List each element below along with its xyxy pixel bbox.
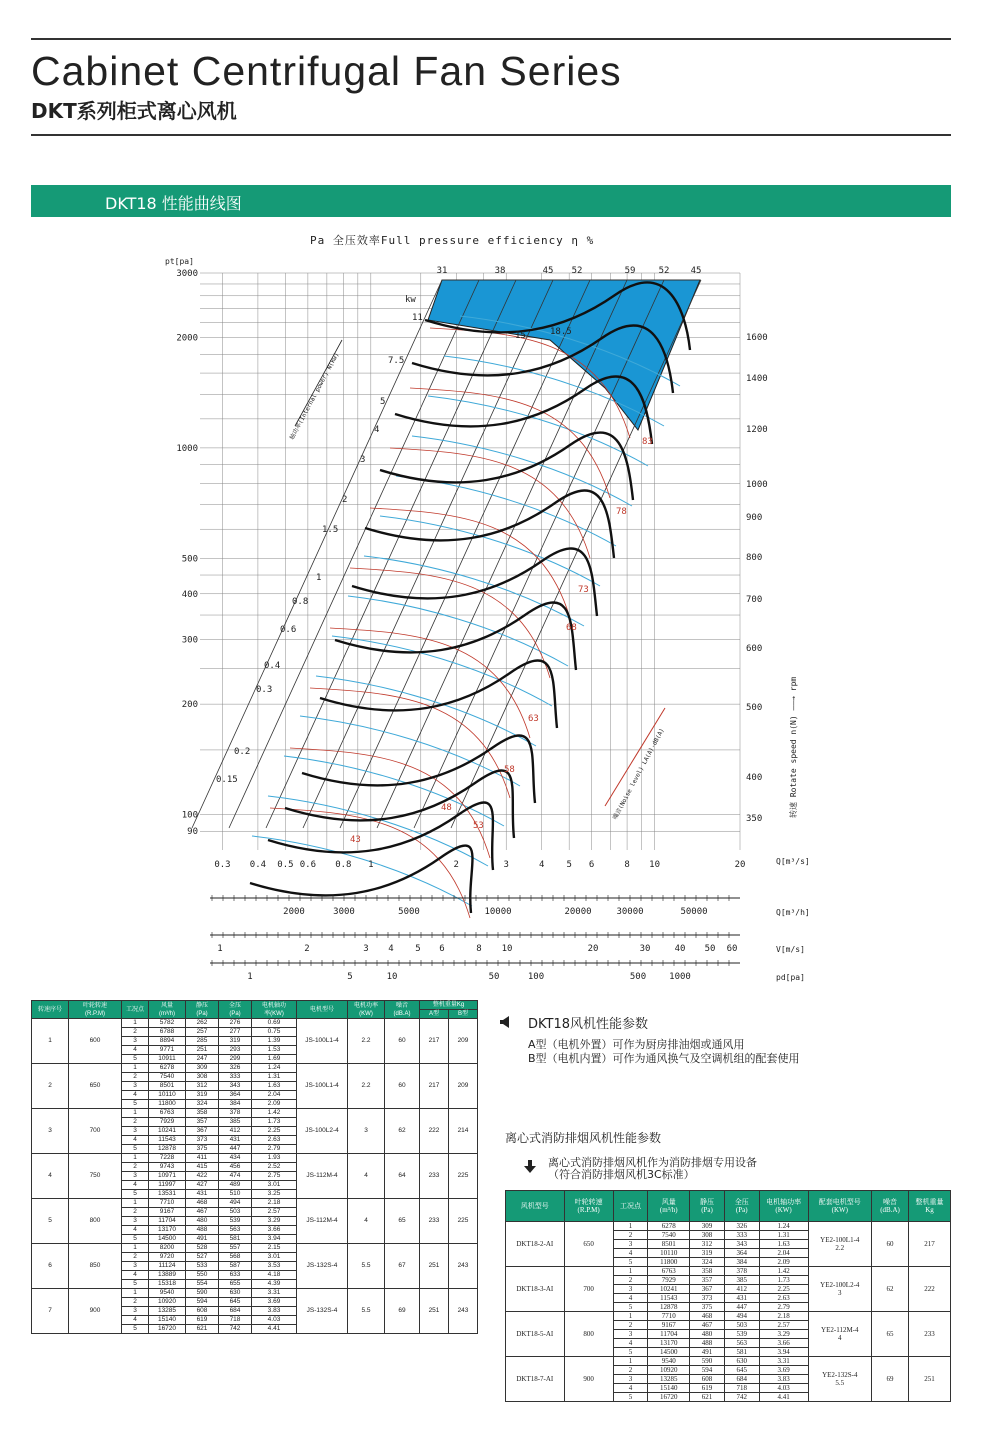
y-axis-label: pt[pa] bbox=[165, 257, 194, 266]
pressure-curve bbox=[348, 596, 568, 666]
noise-value: 53 bbox=[473, 821, 484, 831]
right-header-cell: 噪音 (dB.A) bbox=[871, 1191, 908, 1222]
q-s-tick-label: 0.5 bbox=[277, 860, 294, 870]
power-label: 0.3 bbox=[256, 685, 273, 695]
table-row: 1 600 1 5782 262 276 0.69 JS-100L1-4 2.2 60 217 209 bbox=[32, 1019, 478, 1028]
table-row: 6 850 1 8200 528 557 2.15 JS-132S-4 5.5 67 251 243 bbox=[32, 1244, 478, 1253]
power-axis-arrow bbox=[295, 340, 342, 426]
table-row: 7 900 1 9540 590 630 3.31 JS-132S-4 5.5 69 251 243 bbox=[32, 1289, 478, 1298]
power-label: 0.15 bbox=[216, 775, 238, 785]
table-row: 5 13531 431 510 3.25 bbox=[32, 1190, 478, 1199]
noise-value: 43 bbox=[350, 835, 361, 845]
efficiency-top-label: 52 bbox=[658, 266, 670, 276]
chart-labels bbox=[165, 233, 810, 982]
pressure-curve bbox=[249, 836, 472, 906]
table-row: 4 13170 488 563 3.66 bbox=[506, 1339, 951, 1348]
right-header-cell: 叶轮转速 (R.P.M) bbox=[564, 1191, 613, 1222]
q-s-tick-label: 10 bbox=[649, 860, 661, 870]
efficiency-top-label: 45 bbox=[542, 266, 554, 276]
rpm-tick-label: 500 bbox=[746, 703, 763, 713]
efficiency-curve bbox=[290, 748, 490, 858]
rpm-tick-label: 1600 bbox=[746, 333, 768, 343]
left-header-cell: 电机型号 bbox=[297, 1001, 348, 1019]
q-s-tick-label: 1 bbox=[368, 860, 374, 870]
table-row: 2 10920 594 645 3.69 bbox=[506, 1366, 951, 1375]
right-header-cell: 电机轴功率 (KW) bbox=[759, 1191, 808, 1222]
table-row: 4 10110 319 364 2.04 bbox=[506, 1249, 951, 1258]
y-tick-label: 300 bbox=[181, 635, 198, 646]
table-row: 2 10920 594 645 3.69 bbox=[32, 1298, 478, 1307]
power-label: 0.4 bbox=[264, 661, 281, 671]
table-row: DKT18-3-AI 700 1 6763 358 378 1.42 YE2-100L2-4 3 62 222 bbox=[506, 1267, 951, 1276]
table-row: 3 13285 608 684 3.83 bbox=[32, 1307, 478, 1316]
q-s-tick-label: 20 bbox=[734, 860, 746, 870]
table-row: 5 15318 554 655 4.39 bbox=[32, 1280, 478, 1289]
left-header-cell: 静压 (Pa) bbox=[186, 1001, 219, 1019]
power-label: 11 bbox=[412, 313, 423, 323]
noise-value: 73 bbox=[578, 585, 589, 595]
table-row: 2 9743 415 456 2.52 bbox=[32, 1163, 478, 1172]
rpm-axis-label: 转速 Rotate speed n(N) ——→ rpm bbox=[789, 676, 798, 818]
rpm-tick-label: 900 bbox=[746, 513, 763, 523]
right-header-cell: 工况点 bbox=[613, 1191, 648, 1222]
table-row: 4 15140 619 718 4.03 bbox=[506, 1384, 951, 1393]
y-tick-label: 500 bbox=[181, 554, 198, 565]
title-rule bbox=[31, 134, 951, 136]
velocity-tick-label: 5 bbox=[415, 944, 421, 954]
power-label: 3 bbox=[360, 455, 366, 465]
velocity-tick-label: 10 bbox=[501, 944, 513, 954]
page-title: Cabinet Centrifugal Fan Series bbox=[31, 48, 622, 94]
speed-curve bbox=[380, 433, 633, 501]
q-s-tick-label: 4 bbox=[538, 860, 545, 870]
power-axis-label: 轴功率(Internal power) N(kw) bbox=[288, 351, 341, 441]
q-s-tick-label: 0.6 bbox=[299, 860, 317, 870]
pd-tick-label: 50 bbox=[488, 972, 500, 982]
pd-tick-label: 5 bbox=[347, 972, 353, 982]
right-header-cell: 整机重量 Kg bbox=[909, 1191, 951, 1222]
power-label: 4 bbox=[374, 425, 380, 435]
table-row: DKT18-7-AI 900 1 9540 590 630 3.31 YE2-132S-4 5.5 69 251 bbox=[506, 1357, 951, 1366]
table-row: DKT18-5-AI 800 1 7710 468 494 2.18 YE2-112M-4 4 65 233 bbox=[506, 1312, 951, 1321]
q-h-tick-label: 2000 bbox=[283, 907, 305, 917]
left-header-cell: B型 bbox=[449, 1010, 478, 1019]
noise-value: 58 bbox=[504, 765, 515, 775]
table-row: 3 10241 367 412 2.25 bbox=[506, 1285, 951, 1294]
power-label: 7.5 bbox=[388, 356, 405, 366]
left-header-cell: 叶轮转速 (R.P.M) bbox=[69, 1001, 122, 1019]
table-row: 3 8501 312 343 1.63 bbox=[506, 1240, 951, 1249]
noise-value: 78 bbox=[616, 507, 627, 517]
q-h-tick-label: 5000 bbox=[398, 907, 420, 917]
velocity-tick-label: 1 bbox=[217, 944, 223, 954]
power-label: 1.5 bbox=[322, 525, 339, 535]
table-row: 4 750 1 7228 411 434 1.93 JS-112M-4 4 64 233 225 bbox=[32, 1154, 478, 1163]
rpm-tick-label: 700 bbox=[746, 595, 763, 605]
table-row: 5 16720 621 742 4.41 bbox=[506, 1393, 951, 1402]
chart-curves bbox=[250, 283, 690, 919]
diagonal-line bbox=[303, 280, 553, 828]
table-row: 4 15140 619 718 4.03 bbox=[32, 1316, 478, 1325]
velocity-tick-label: 60 bbox=[726, 944, 738, 954]
y-tick-label: 90 bbox=[187, 827, 198, 838]
q-h-tick-label: 20000 bbox=[564, 907, 592, 917]
q-s-tick-label: 8 bbox=[624, 860, 630, 870]
velocity-tick-label: 6 bbox=[439, 944, 445, 954]
efficiency-top-label: 31 bbox=[436, 266, 448, 276]
table-row: 2 7929 357 385 1.73 bbox=[506, 1276, 951, 1285]
power-label-inner: 15 bbox=[515, 331, 526, 341]
q-s-tick-label: 3 bbox=[503, 860, 509, 870]
left-header-cell: 整机重量Kg bbox=[420, 1001, 478, 1010]
left-header-cell: 电机功率 (KW) bbox=[348, 1001, 385, 1019]
power-label: 5 bbox=[380, 397, 386, 407]
q-h-axis-label: Q[m³/h] bbox=[776, 908, 810, 917]
left-header-cell: 转速序号 bbox=[32, 1001, 69, 1019]
power-label-inner: 18.5 bbox=[550, 327, 572, 337]
rpm-tick-label: 1400 bbox=[746, 374, 768, 384]
rpm-tick-label: 800 bbox=[746, 553, 763, 563]
left-performance-table bbox=[31, 1000, 478, 1334]
table-row: 2 7929 357 385 1.73 bbox=[32, 1118, 478, 1127]
power-label: 0.8 bbox=[292, 597, 309, 607]
smoke-title: 离心式消防排烟风机性能参数 bbox=[505, 1131, 662, 1145]
pd-tick-label: 100 bbox=[527, 972, 545, 982]
pd-tick-label: 1 bbox=[247, 972, 253, 982]
power-label: 2 bbox=[342, 495, 348, 505]
perf-params-line-b: B型（电机内置）可作为通风换气及空调机组的配套使用 bbox=[528, 1052, 800, 1065]
kw-label: kw bbox=[405, 295, 416, 305]
smoke-line-2: （符合消防排烟风机3C标准） bbox=[548, 1168, 695, 1181]
left-header-cell: 工况点 bbox=[122, 1001, 149, 1019]
diagonal-line bbox=[229, 280, 479, 828]
efficiency-top-label: 52 bbox=[571, 266, 583, 276]
section-bar bbox=[31, 185, 951, 217]
right-header-cell: 风量 (m³/h) bbox=[648, 1191, 690, 1222]
velocity-tick-label: 40 bbox=[674, 944, 686, 954]
diagonal-line bbox=[192, 280, 442, 828]
speed-curve bbox=[320, 661, 557, 729]
table-row: 3 11124 533 587 3.53 bbox=[32, 1262, 478, 1271]
performance-chart bbox=[150, 228, 830, 993]
table-row: 4 11997 427 489 3.01 bbox=[32, 1181, 478, 1190]
rpm-tick-label: 350 bbox=[746, 814, 763, 824]
left-header-cell: A型 bbox=[420, 1010, 449, 1019]
table-row: 2 650 1 6278 309 326 1.24 JS-100L1-4 2.2 60 217 209 bbox=[32, 1064, 478, 1073]
table-row: 3 700 1 6763 358 378 1.42 JS-100L2-4 3 62 222 214 bbox=[32, 1109, 478, 1118]
table-row: 2 9167 467 503 2.57 bbox=[32, 1208, 478, 1217]
table-row: 3 10241 367 412 2.25 bbox=[32, 1127, 478, 1136]
table-row: 5 14500 491 581 3.94 bbox=[32, 1235, 478, 1244]
q-h-tick-label: 10000 bbox=[484, 907, 512, 917]
table-row: 2 9720 527 568 3.01 bbox=[32, 1253, 478, 1262]
table-row: 2 7540 308 333 1.31 bbox=[506, 1231, 951, 1240]
rpm-tick-label: 1200 bbox=[746, 425, 768, 435]
power-label: 1 bbox=[316, 573, 322, 583]
velocity-tick-label: 8 bbox=[476, 944, 482, 954]
diagonal-line bbox=[414, 280, 664, 828]
q-s-tick-label: 2 bbox=[453, 860, 459, 870]
q-s-tick-label: 0.4 bbox=[249, 860, 267, 870]
table-row: 2 9167 467 503 2.57 bbox=[506, 1321, 951, 1330]
table-row: 5 12878 375 447 2.79 bbox=[506, 1303, 951, 1312]
table-row: 5 12878 375 447 2.79 bbox=[32, 1145, 478, 1154]
pd-tick-label: 1000 bbox=[669, 972, 691, 982]
velocity-tick-label: 20 bbox=[587, 944, 599, 954]
section-title: DKT18 性能曲线图 bbox=[105, 194, 242, 213]
table-row: 3 11704 480 539 3.29 bbox=[32, 1217, 478, 1226]
rpm-tick-label: 400 bbox=[746, 773, 763, 783]
left-arrow-icon bbox=[500, 1016, 509, 1028]
y-tick-label: 100 bbox=[181, 810, 198, 821]
q-s-tick-label: 6 bbox=[588, 860, 595, 870]
y-tick-label: 3000 bbox=[176, 269, 198, 279]
table-row: 3 8501 312 343 1.63 bbox=[32, 1082, 478, 1091]
table-row: 2 7540 308 333 1.31 bbox=[32, 1073, 478, 1082]
table-row: 2 6788 257 277 0.75 bbox=[32, 1028, 478, 1037]
table-row: 4 9771 251 293 1.53 bbox=[32, 1046, 478, 1055]
power-label: 0.2 bbox=[234, 747, 251, 757]
chart-top-title: Pa 全压效率Full pressure efficiency η % bbox=[310, 234, 595, 247]
table-row: 4 11543 373 431 2.63 bbox=[506, 1294, 951, 1303]
smoke-fan-table bbox=[505, 1190, 951, 1402]
perf-params-line-a: A型（电机外置）可作为厨房排油烟或通风用 bbox=[528, 1038, 745, 1051]
table-row: 3 13285 608 684 3.83 bbox=[506, 1375, 951, 1384]
q-h-tick-label: 30000 bbox=[616, 907, 644, 917]
table-row: 3 10971 422 474 2.75 bbox=[32, 1172, 478, 1181]
left-header-cell: 噪音 (dB.A) bbox=[385, 1001, 420, 1019]
right-header-cell: 配套电机型号 (KW) bbox=[808, 1191, 871, 1222]
velocity-tick-label: 30 bbox=[639, 944, 651, 954]
right-header-cell: 风机型号 bbox=[506, 1191, 565, 1222]
rpm-tick-label: 1000 bbox=[746, 480, 768, 490]
speed-curve bbox=[302, 736, 535, 804]
table-row: 4 10110 319 364 2.04 bbox=[32, 1091, 478, 1100]
efficiency-top-label: 45 bbox=[690, 266, 702, 276]
table-row: 5 11800 324 384 2.09 bbox=[32, 1100, 478, 1109]
velocity-tick-label: 3 bbox=[363, 944, 369, 954]
table-row: DKT18-2-AI 650 1 6278 309 326 1.24 YE2-100L1-4 2.2 60 217 bbox=[506, 1222, 951, 1231]
noise-value: 83 bbox=[642, 437, 653, 447]
y-tick-label: 1000 bbox=[176, 443, 198, 454]
efficiency-top-label: 38 bbox=[494, 266, 506, 276]
noise-axis-arrow bbox=[605, 708, 665, 806]
pressure-curve bbox=[428, 396, 648, 466]
efficiency-top-label: 59 bbox=[624, 266, 636, 276]
q-s-tick-label: 0.3 bbox=[214, 860, 231, 870]
table-row: 4 11543 373 431 2.63 bbox=[32, 1136, 478, 1145]
velocity-tick-label: 2 bbox=[304, 944, 310, 954]
y-tick-label: 400 bbox=[181, 589, 198, 600]
table-row: 5 16720 621 742 4.41 bbox=[32, 1325, 478, 1334]
q-s-tick-label: 5 bbox=[566, 860, 572, 870]
noise-value: 48 bbox=[441, 803, 452, 813]
table-row: 5 800 1 7710 468 494 2.18 JS-112M-4 4 65 233 225 bbox=[32, 1199, 478, 1208]
left-header-cell: 风量 (m³/h) bbox=[149, 1001, 186, 1019]
top-rule bbox=[31, 38, 951, 40]
velocity-tick-label: 4 bbox=[388, 944, 394, 954]
diagonal-line bbox=[377, 280, 627, 828]
noise-axis-label: 噪音(Noise level) LA(A)-dB(A) bbox=[611, 727, 666, 821]
q-h-tick-label: 3000 bbox=[333, 907, 355, 917]
right-header-cell: 全压 (Pa) bbox=[724, 1191, 759, 1222]
table-row: 3 11704 480 539 3.29 bbox=[506, 1330, 951, 1339]
pressure-curve bbox=[316, 676, 536, 746]
speed-curve bbox=[250, 846, 472, 914]
table-row: 3 8894 285 319 1.39 bbox=[32, 1037, 478, 1046]
rpm-tick-label: 600 bbox=[746, 644, 763, 654]
velocity-tick-label: 50 bbox=[704, 944, 716, 954]
pd-tick-label: 10 bbox=[386, 972, 398, 982]
noise-value: 63 bbox=[528, 714, 539, 724]
down-arrow-icon bbox=[524, 1160, 536, 1174]
y-tick-label: 2000 bbox=[176, 333, 198, 344]
power-label: 0.6 bbox=[280, 625, 297, 635]
q-h-tick-label: 50000 bbox=[680, 907, 708, 917]
smoke-line-1: 离心式消防排烟风机作为消防排烟专用设备 bbox=[548, 1156, 757, 1169]
page-subtitle: DKT系列柜式离心风机 bbox=[31, 99, 237, 123]
table-row: 5 11800 324 384 2.09 bbox=[506, 1258, 951, 1267]
noise-value: 68 bbox=[566, 623, 577, 633]
right-header-cell: 静压 (Pa) bbox=[690, 1191, 725, 1222]
pd-tick-label: 500 bbox=[629, 972, 647, 982]
velocity-axis-label: V[m/s] bbox=[776, 945, 805, 954]
q-s-tick-label: 0.8 bbox=[335, 860, 352, 870]
pd-axis-label: pd[pa] bbox=[776, 973, 805, 982]
q-s-axis-label: Q[m³/s] bbox=[776, 857, 810, 866]
table-row: 5 10911 247 299 1.69 bbox=[32, 1055, 478, 1064]
table-row: 5 14500 491 581 3.94 bbox=[506, 1348, 951, 1357]
table-row: 4 13889 550 633 4.18 bbox=[32, 1271, 478, 1280]
left-header-cell: 电机轴功 率(KW) bbox=[252, 1001, 297, 1019]
y-tick-label: 200 bbox=[181, 700, 198, 711]
left-header-cell: 全压 (Pa) bbox=[219, 1001, 252, 1019]
table-row: 4 13170 488 563 3.66 bbox=[32, 1226, 478, 1235]
perf-params-title: DKT18风机性能参数 bbox=[528, 1017, 649, 1032]
